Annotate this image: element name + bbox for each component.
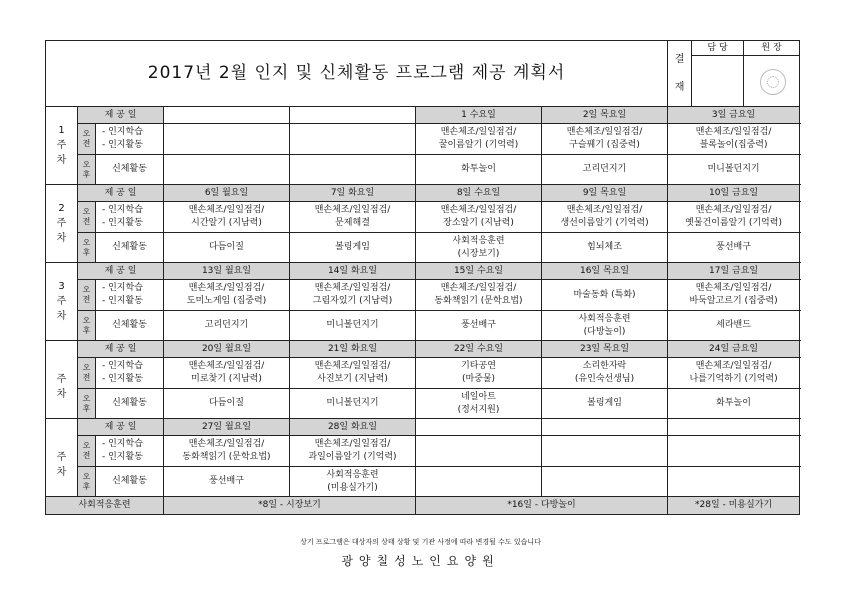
pm-activity-cell: 풍선배구	[416, 311, 542, 341]
am-activity-cell: 맨손체조/일일점검/ 나를기억하기 (기억력)	[668, 358, 800, 389]
pm-activity-cell: 힘뇌체조	[542, 233, 668, 263]
am-activity-cell: 맨손체조/일일점검/ 동화책읽기 (문학요법)	[416, 280, 542, 311]
am-label: 오 전	[78, 280, 96, 311]
week-label: 주 차	[46, 419, 78, 497]
cognitive-label: - 인지학습 - 인지활동	[96, 358, 164, 389]
day-header: 21일 화요일	[290, 341, 416, 358]
am-activity-cell	[164, 124, 290, 155]
am-activity-cell: 기타공연 (마중물)	[416, 358, 542, 389]
am-activity-row	[46, 124, 800, 155]
day-header: 22일 수요일	[416, 341, 542, 358]
day-header: 8일 수요일	[416, 185, 542, 202]
pm-activity-row	[46, 233, 800, 263]
seal-stamp-icon	[760, 69, 786, 95]
am-activity-cell: 마술동화 (특화)	[542, 280, 668, 311]
day-header: 7일 화요일	[290, 185, 416, 202]
pm-label: 오 후	[78, 233, 96, 263]
day-header	[542, 419, 668, 436]
social-training-label: 사회적응훈련	[46, 497, 164, 515]
approval-staff-sign	[692, 56, 744, 107]
day-header: 2일 목요일	[542, 107, 668, 124]
pm-activity-cell: 볼링게임	[290, 233, 416, 263]
week-day-header-row	[46, 185, 800, 202]
am-activity-row	[46, 280, 800, 311]
pm-label: 오 후	[78, 311, 96, 341]
pm-activity-cell: 다듬이질	[164, 389, 290, 419]
am-activity-cell: 맨손체조/일일점검/ 블록놀이(집중력)	[668, 124, 800, 155]
pm-activity-cell: 미니볼던지기	[290, 389, 416, 419]
physical-label: 신체활동	[96, 311, 164, 341]
am-activity-cell: 맨손체조/일일점검/ 생선이름알기 (기억력)	[542, 202, 668, 233]
am-activity-cell: 맨손체조/일일점검/ 문제해결	[290, 202, 416, 233]
day-header: 9일 목요일	[542, 185, 668, 202]
pm-activity-cell: 풍선배구	[668, 233, 800, 263]
schedule-table	[45, 40, 800, 515]
pm-activity-cell: 고리던지기	[542, 155, 668, 185]
am-activity-cell: 맨손체조/일일점검/ 도미노게임 (집중력)	[164, 280, 290, 311]
pm-label: 오 후	[78, 389, 96, 419]
provide-day-label: 제 공 일	[78, 107, 164, 124]
am-activity-cell	[290, 124, 416, 155]
approval-staff-header: 담 당	[692, 41, 744, 56]
am-activity-cell: 맨손체조/일일점검/ 사진보기 (지남력)	[290, 358, 416, 389]
cognitive-label: - 인지학습 - 인지활동	[96, 202, 164, 233]
day-header: 17일 금요일	[668, 263, 800, 280]
social-training-item: *16일 - 다방놀이	[416, 497, 668, 515]
am-label: 오 전	[78, 202, 96, 233]
day-header	[668, 419, 800, 436]
am-activity-cell	[542, 436, 668, 467]
pm-activity-cell	[668, 467, 800, 497]
pm-activity-row	[46, 155, 800, 185]
am-activity-cell: 맨손체조/일일점검/ 꿀이름알기 (기억력)	[416, 124, 542, 155]
provide-day-label: 제 공 일	[78, 185, 164, 202]
pm-activity-cell: 풍선배구	[164, 467, 290, 497]
day-header: 16일 목요일	[542, 263, 668, 280]
week-day-header-row	[46, 263, 800, 280]
physical-label: 신체활동	[96, 467, 164, 497]
day-header	[416, 419, 542, 436]
facility-name: 광양칠성노인요양원	[341, 554, 500, 568]
day-header: 24일 금요일	[668, 341, 800, 358]
day-header: 3일 금요일	[668, 107, 800, 124]
week-label: 주 차	[46, 341, 78, 419]
pm-activity-cell: 네일아트 (정서지원)	[416, 389, 542, 419]
cognitive-label: - 인지학습 - 인지활동	[96, 280, 164, 311]
pm-activity-row	[46, 467, 800, 497]
am-activity-cell: 맨손체조/일일점검/ 동화책읽기 (문학요법)	[164, 436, 290, 467]
physical-label: 신체활동	[96, 389, 164, 419]
pm-activity-row	[46, 389, 800, 419]
am-activity-cell: 맨손체조/일일점검/ 바둑알고르기 (집중력)	[668, 280, 800, 311]
day-header: 1 수요일	[416, 107, 542, 124]
day-header: 15일 수요일	[416, 263, 542, 280]
document-title: 2017년 2월 인지 및 신체활동 프로그램 제공 계획서	[46, 41, 668, 107]
pm-activity-cell: 미니볼던지기	[290, 311, 416, 341]
day-header: 6일 월요일	[164, 185, 290, 202]
pm-label: 오 후	[78, 155, 96, 185]
pm-activity-cell: 사회적응훈련 (미용실가기)	[290, 467, 416, 497]
am-activity-cell: 맨손체조/일일점검/ 장소알기 (지남력)	[416, 202, 542, 233]
day-header: 28일 화요일	[290, 419, 416, 436]
pm-activity-cell	[164, 155, 290, 185]
pm-activity-cell: 사회적응훈련 (시장보기)	[416, 233, 542, 263]
week-label: 3 주 차	[46, 263, 78, 341]
am-activity-cell	[416, 436, 542, 467]
notice-text: 상기 프로그램은 대상자의 상태 상황 및 기관 사정에 따라 변경될 수도 있습니다	[300, 538, 541, 546]
am-label: 오 전	[78, 358, 96, 389]
pm-label: 오 후	[78, 467, 96, 497]
day-header: 10일 금요일	[668, 185, 800, 202]
approval-label: 결 재	[668, 41, 692, 107]
day-header: 27일 월요일	[164, 419, 290, 436]
pm-activity-cell: 화투놀이	[416, 155, 542, 185]
approval-director-sign	[744, 56, 800, 107]
physical-label: 신체활동	[96, 155, 164, 185]
day-header	[164, 107, 290, 124]
provide-day-label: 제 공 일	[78, 263, 164, 280]
week-label: 2 주 차	[46, 185, 78, 263]
pm-activity-cell	[542, 467, 668, 497]
pm-activity-cell: 세라밴드	[668, 311, 800, 341]
pm-activity-cell: 사회적응훈련 (다방놀이)	[542, 311, 668, 341]
am-activity-cell: 맨손체조/일일점검/ 옛물건이름알기 (기억력)	[668, 202, 800, 233]
day-header	[290, 107, 416, 124]
day-header: 23일 목요일	[542, 341, 668, 358]
cognitive-label: - 인지학습 - 인지활동	[96, 436, 164, 467]
am-activity-cell: 맨손체조/일일점검/ 구슬꿰기 (집중력)	[542, 124, 668, 155]
am-activity-row	[46, 436, 800, 467]
am-label: 오 전	[78, 124, 96, 155]
pm-activity-row	[46, 311, 800, 341]
cognitive-label: - 인지학습 - 인지활동	[96, 124, 164, 155]
week-label: 1 주 차	[46, 107, 78, 185]
plan-sheet	[45, 40, 799, 515]
day-header: 14일 화요일	[290, 263, 416, 280]
am-activity-cell: 맨손체조/일일점검/ 과일이름알기 (기억력)	[290, 436, 416, 467]
day-header: 20일 월요일	[164, 341, 290, 358]
pm-activity-cell	[416, 467, 542, 497]
social-training-item: *28일 - 미용실가기	[668, 497, 800, 515]
provide-day-label: 제 공 일	[78, 341, 164, 358]
am-activity-cell: 맨손체조/일일점검/ 시간알기 (지남력)	[164, 202, 290, 233]
social-training-row	[46, 497, 800, 515]
am-activity-cell	[668, 436, 800, 467]
week-day-header-row	[46, 419, 800, 436]
pm-activity-cell: 볼링게임	[542, 389, 668, 419]
am-activity-row	[46, 202, 800, 233]
week-day-header-row	[46, 341, 800, 358]
am-activity-row	[46, 358, 800, 389]
pm-activity-cell	[290, 155, 416, 185]
am-activity-cell: 소리한자락 (유인숙선생님)	[542, 358, 668, 389]
pm-activity-cell: 고리던지기	[164, 311, 290, 341]
am-activity-cell: 맨손체조/일일점검/ 그림자있기 (지남력)	[290, 280, 416, 311]
provide-day-label: 제 공 일	[78, 419, 164, 436]
social-training-item: *8일 - 시장보기	[164, 497, 416, 515]
pm-activity-cell: 미니볼던지기	[668, 155, 800, 185]
am-activity-cell: 맨손체조/일일점검/ 미로찾기 (지남력)	[164, 358, 290, 389]
pm-activity-cell: 다듬이질	[164, 233, 290, 263]
pm-activity-cell: 화투놀이	[668, 389, 800, 419]
am-label: 오 전	[78, 436, 96, 467]
week-day-header-row	[46, 107, 800, 124]
approval-director-header: 원 장	[744, 41, 800, 56]
day-header: 13일 월요일	[164, 263, 290, 280]
physical-label: 신체활동	[96, 233, 164, 263]
